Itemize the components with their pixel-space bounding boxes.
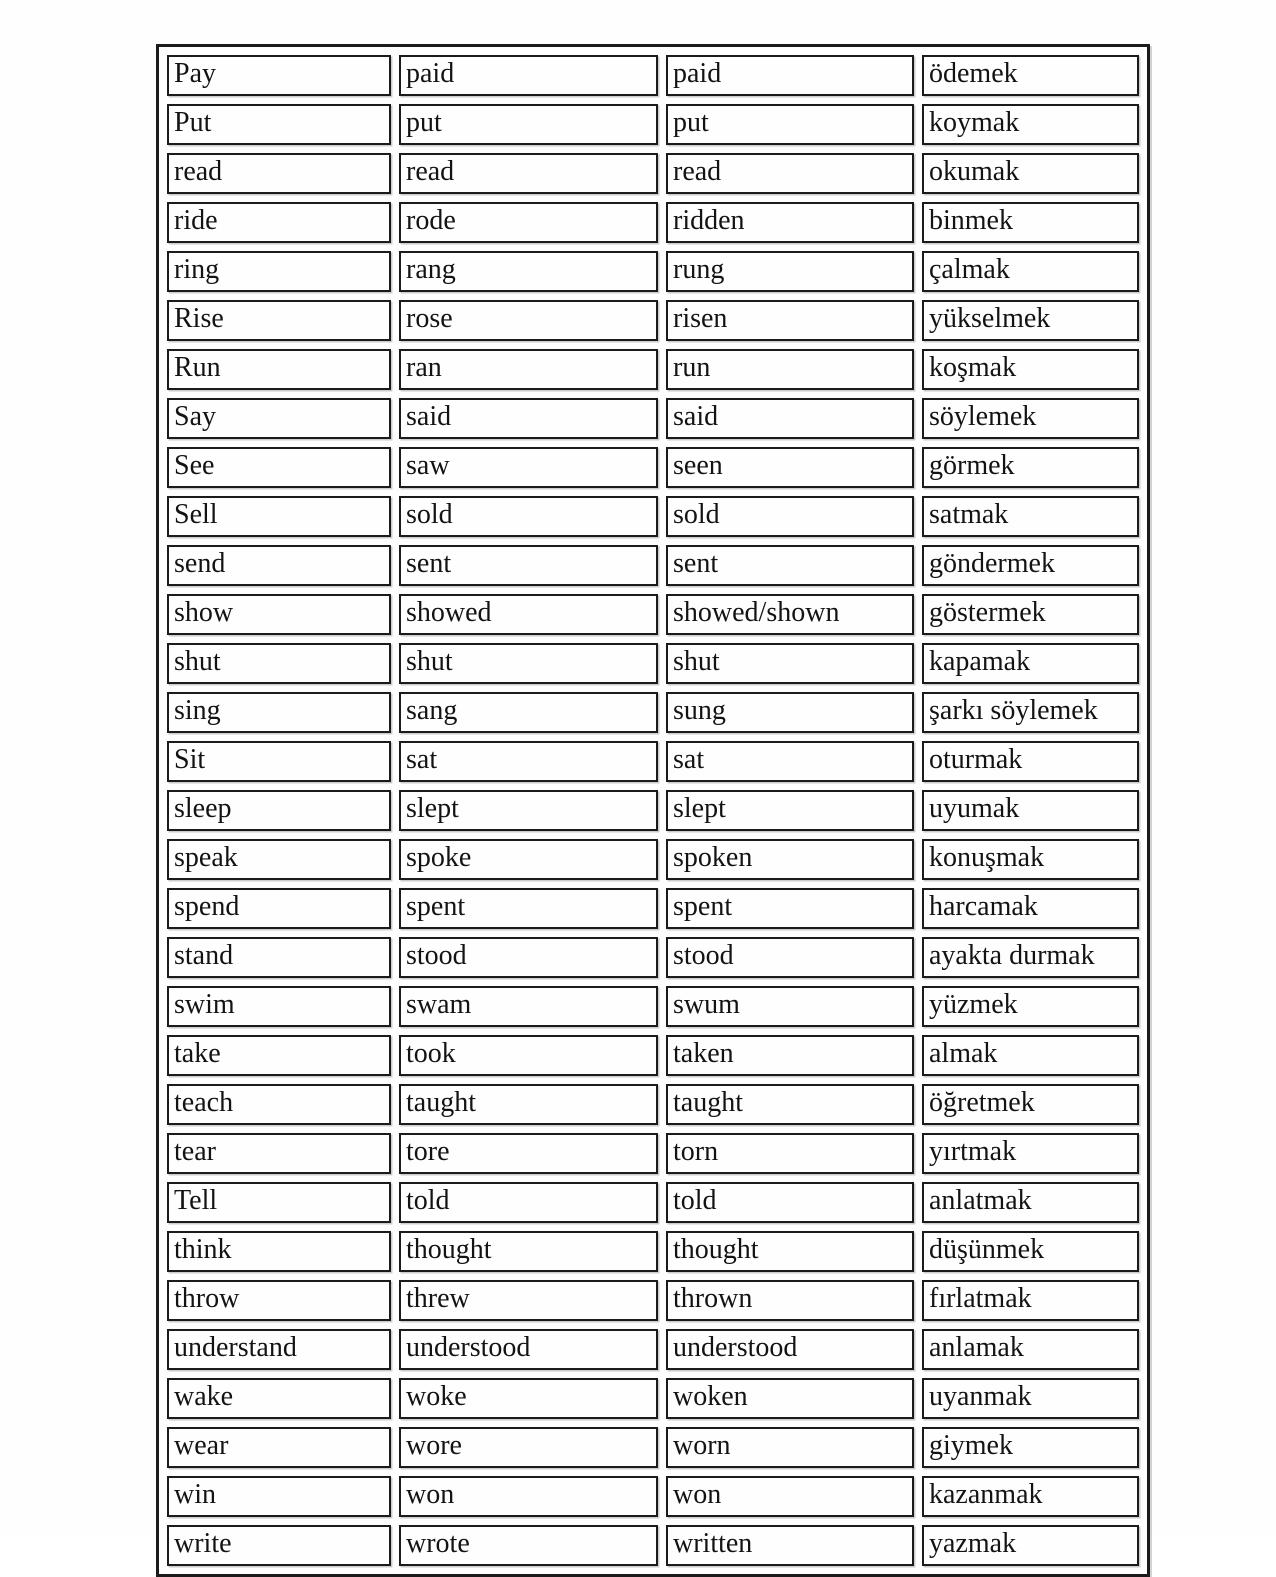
cell-past_simple: threw [399,1280,658,1321]
cell-base_form: think [167,1231,391,1272]
cell-turkish_meaning: satmak [922,496,1139,537]
cell-past_simple: said [399,398,658,439]
cell-base_form: See [167,447,391,488]
table-row [167,202,1139,243]
cell-past_simple: paid [399,55,658,96]
cell-past_simple: put [399,104,658,145]
cell-turkish_meaning: ödemek [922,55,1139,96]
cell-past_participle: taught [666,1084,914,1125]
cell-base_form: ring [167,251,391,292]
cell-past_participle: ridden [666,202,914,243]
cell-past_participle: slept [666,790,914,831]
cell-base_form: win [167,1476,391,1517]
table-row [167,594,1139,635]
table-row [167,349,1139,390]
cell-past_simple: stood [399,937,658,978]
cell-turkish_meaning: anlatmak [922,1182,1139,1223]
table-row [167,1231,1139,1272]
cell-past_participle: put [666,104,914,145]
cell-base_form: read [167,153,391,194]
cell-turkish_meaning: kapamak [922,643,1139,684]
table-row [167,1329,1139,1370]
cell-turkish_meaning: almak [922,1035,1139,1076]
cell-past_simple: sat [399,741,658,782]
cell-base_form: Rise [167,300,391,341]
cell-past_simple: told [399,1182,658,1223]
cell-past_simple: saw [399,447,658,488]
table-row [167,937,1139,978]
cell-past_participle: sung [666,692,914,733]
cell-past_participle: understood [666,1329,914,1370]
cell-past_simple: sold [399,496,658,537]
cell-base_form: wake [167,1378,391,1419]
table-row [167,398,1139,439]
cell-past_simple: thought [399,1231,658,1272]
table-row [167,888,1139,929]
table-row [167,496,1139,537]
cell-turkish_meaning: koymak [922,104,1139,145]
table-row [167,251,1139,292]
cell-base_form: shut [167,643,391,684]
cell-base_form: send [167,545,391,586]
table-row [167,1280,1139,1321]
cell-base_form: take [167,1035,391,1076]
cell-past_participle: spoken [666,839,914,880]
table-row [167,545,1139,586]
cell-past_participle: thrown [666,1280,914,1321]
cell-turkish_meaning: görmek [922,447,1139,488]
table-row [167,986,1139,1027]
cell-past_participle: showed/shown [666,594,914,635]
cell-past_simple: read [399,153,658,194]
cell-turkish_meaning: ayakta durmak [922,937,1139,978]
table-row [167,1476,1139,1517]
cell-turkish_meaning: fırlatmak [922,1280,1139,1321]
cell-past_participle: stood [666,937,914,978]
cell-past_simple: swam [399,986,658,1027]
cell-past_participle: shut [666,643,914,684]
cell-past_simple: tore [399,1133,658,1174]
cell-base_form: spend [167,888,391,929]
cell-past_simple: showed [399,594,658,635]
cell-base_form: Pay [167,55,391,96]
cell-base_form: sleep [167,790,391,831]
cell-turkish_meaning: konuşmak [922,839,1139,880]
cell-turkish_meaning: oturmak [922,741,1139,782]
cell-past_participle: said [666,398,914,439]
cell-past_simple: spent [399,888,658,929]
cell-past_participle: spent [666,888,914,929]
cell-turkish_meaning: yazmak [922,1525,1139,1566]
cell-past_participle: taken [666,1035,914,1076]
cell-past_participle: sent [666,545,914,586]
table-row [167,741,1139,782]
table-row [167,1525,1139,1566]
cell-base_form: Sit [167,741,391,782]
cell-past_simple: took [399,1035,658,1076]
cell-base_form: sing [167,692,391,733]
cell-turkish_meaning: koşmak [922,349,1139,390]
cell-turkish_meaning: öğretmek [922,1084,1139,1125]
cell-past_participle: risen [666,300,914,341]
table-row [167,1378,1139,1419]
table-row [167,1084,1139,1125]
cell-base_form: understand [167,1329,391,1370]
cell-past_participle: sat [666,741,914,782]
cell-turkish_meaning: binmek [922,202,1139,243]
table-row [167,692,1139,733]
cell-past_simple: rang [399,251,658,292]
cell-past_participle: told [666,1182,914,1223]
cell-turkish_meaning: uyumak [922,790,1139,831]
cell-turkish_meaning: yırtmak [922,1133,1139,1174]
cell-past_simple: sent [399,545,658,586]
table-row [167,55,1139,96]
cell-past_participle: torn [666,1133,914,1174]
cell-turkish_meaning: yükselmek [922,300,1139,341]
cell-past_participle: rung [666,251,914,292]
irregular-verbs-table-body [167,55,1139,1566]
cell-past_simple: wore [399,1427,658,1468]
cell-base_form: Tell [167,1182,391,1223]
cell-base_form: Say [167,398,391,439]
cell-turkish_meaning: söylemek [922,398,1139,439]
cell-base_form: show [167,594,391,635]
cell-past_simple: rose [399,300,658,341]
table-row [167,1133,1139,1174]
cell-past_simple: won [399,1476,658,1517]
cell-base_form: swim [167,986,391,1027]
table-row [167,839,1139,880]
table-row [167,1427,1139,1468]
cell-turkish_meaning: göndermek [922,545,1139,586]
cell-past_participle: seen [666,447,914,488]
cell-past_simple: woke [399,1378,658,1419]
table-row [167,300,1139,341]
table-row [167,643,1139,684]
cell-past_participle: woken [666,1378,914,1419]
cell-past_simple: spoke [399,839,658,880]
cell-turkish_meaning: uyanmak [922,1378,1139,1419]
table-row [167,1035,1139,1076]
cell-base_form: Put [167,104,391,145]
cell-past_simple: wrote [399,1525,658,1566]
table-row [167,447,1139,488]
cell-base_form: tear [167,1133,391,1174]
cell-base_form: Run [167,349,391,390]
cell-past_simple: taught [399,1084,658,1125]
cell-past_simple: shut [399,643,658,684]
cell-turkish_meaning: giymek [922,1427,1139,1468]
cell-past_participle: won [666,1476,914,1517]
cell-past_participle: written [666,1525,914,1566]
cell-past_simple: slept [399,790,658,831]
cell-turkish_meaning: şarkı söylemek [922,692,1139,733]
cell-turkish_meaning: okumak [922,153,1139,194]
cell-past_participle: read [666,153,914,194]
cell-past_participle: sold [666,496,914,537]
cell-past_participle: swum [666,986,914,1027]
cell-past_simple: rode [399,202,658,243]
cell-turkish_meaning: çalmak [922,251,1139,292]
table-row [167,104,1139,145]
cell-base_form: throw [167,1280,391,1321]
cell-base_form: teach [167,1084,391,1125]
cell-past_participle: run [666,349,914,390]
cell-turkish_meaning: yüzmek [922,986,1139,1027]
cell-base_form: Sell [167,496,391,537]
cell-past_participle: thought [666,1231,914,1272]
cell-past_simple: ran [399,349,658,390]
cell-turkish_meaning: düşünmek [922,1231,1139,1272]
cell-turkish_meaning: anlamak [922,1329,1139,1370]
table-row [167,790,1139,831]
cell-turkish_meaning: göstermek [922,594,1139,635]
table-row [167,153,1139,194]
cell-base_form: ride [167,202,391,243]
cell-past_participle: worn [666,1427,914,1468]
cell-past_participle: paid [666,55,914,96]
cell-turkish_meaning: kazanmak [922,1476,1139,1517]
cell-base_form: write [167,1525,391,1566]
irregular-verbs-table [156,44,1150,1577]
cell-base_form: stand [167,937,391,978]
cell-base_form: speak [167,839,391,880]
cell-turkish_meaning: harcamak [922,888,1139,929]
cell-past_simple: sang [399,692,658,733]
table-row [167,1182,1139,1223]
cell-past_simple: understood [399,1329,658,1370]
cell-base_form: wear [167,1427,391,1468]
